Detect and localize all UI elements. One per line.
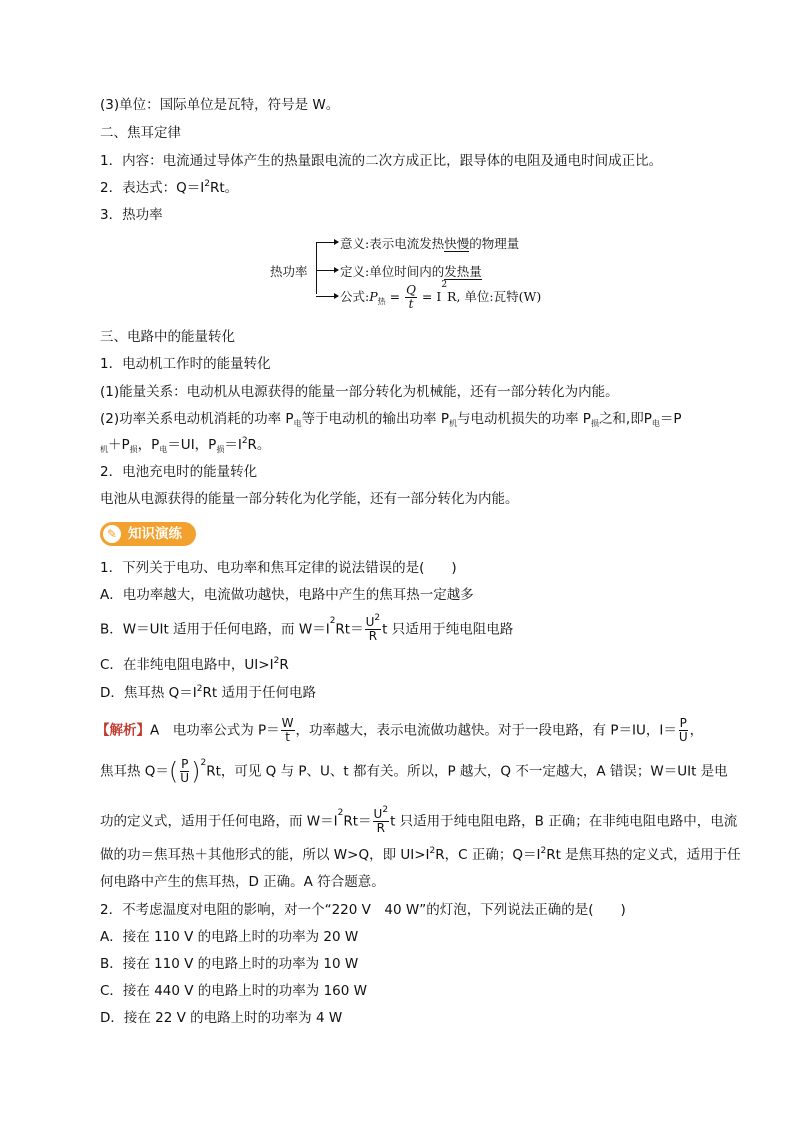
- heat-power-title: 3．热功率: [100, 207, 163, 223]
- diagram-item-definition: 定义:单位时间内的发热量: [340, 264, 482, 279]
- energy-relation: (1)能量关系：电动机从电源获得的能量一部分转化为机械能，还有一部分转化为内能。: [100, 384, 619, 400]
- diagram-item-meaning: 意义:表示电流发热快慢的物理量: [340, 236, 520, 251]
- section-heading-energy: 三、电路中的能量转化: [100, 329, 235, 345]
- solution-line3: 功的定义式，适用于任何电路，而 $W=I^2Rt=$ $\frac{U^2}{R}$ t 只适用于纯电阻电路，B 正确；在非纯电阻电路中，电流: [100, 805, 738, 835]
- q2-option-a: A．接在 110 V 的电路上时的功率为 20 W: [100, 929, 359, 945]
- joule-expression: 2．表达式：$Q=I^2Rt$。: [100, 179, 239, 196]
- joule-content: 1．内容：电流通过导体产生的热量跟电流的二次方成正比，跟导体的电阻及通电时间成正比。: [100, 153, 663, 169]
- diagram-arrow: [316, 270, 338, 271]
- q1-stem: 1．下列关于电功、电功率和焦耳定律的说法错误的是( ): [100, 560, 457, 576]
- q1-option-d: D．焦耳热 $Q=I^2Rt$ 适用于任何电路: [100, 684, 316, 701]
- diagram-root: 热功率: [270, 264, 308, 279]
- practice-badge: [100, 522, 196, 546]
- q2-option-b: B．接在 110 V 的电路上时的功率为 10 W: [100, 956, 359, 972]
- diagram-bracket: [316, 242, 325, 294]
- power-relation-line2: $_机+P_损$，$P_电=UI$，$P_损=I^2R$。: [100, 436, 271, 454]
- solution-line4: 做的功＝焦耳热＋其他形式的能，所以 W>Q，即 $UI>I^2R$，C 正确；$Q=I^2Rt$ 是焦耳热的定义式，适用于任: [100, 846, 741, 863]
- solution-line5: 何电路中产生的焦耳热，D 正确。A 符合题意。: [100, 874, 385, 890]
- q1-option-a: A．电功率越大，电流做功越快，电路中产生的焦耳热一定越多: [100, 587, 474, 603]
- heat-power-diagram: [270, 234, 590, 318]
- section-heading-joule: 二、焦耳定律: [100, 125, 181, 141]
- solution-line2: 焦耳热 Q＝( $\frac{P}{U}$ )$^2$Rt，可见 Q 与 P、U、t 都有关。所以，P 越大，Q 不一定越大，A 错误；W＝UIt 是电: [100, 757, 728, 786]
- diagram-arrow: [316, 242, 338, 243]
- q1-option-c: C．在非纯电阻电路中，$UI>I^2R$: [100, 656, 289, 673]
- q1-option-b: B．W＝UIt 适用于任何电路，而 $W=I^2Rt=$ $\frac{U^2}{R}$ t 只适用于纯电阻电路: [100, 613, 514, 643]
- q2-option-c: C．接在 440 V 的电路上时的功率为 160 W: [100, 983, 368, 999]
- diagram-item-formula: 公式$:P_热$ = $\frac{Q}{t}$ = $I^2R$, 单位:瓦特(W): [340, 280, 542, 311]
- battery-energy-title: 2．电池充电时的能量转化: [100, 464, 258, 480]
- pencil-icon: ✎: [103, 525, 121, 543]
- badge-label: 知识演练: [128, 526, 182, 542]
- power-relation-line1: (2)功率关系电动机消耗的功率 $P_电$等于电动机的输出功率 $P_机$与电动机损失的功率 $P_损$之和,即$P_电=P$: [100, 411, 682, 428]
- q2-stem: 2．不考虑温度对电阻的影响，对一个“220 V 40 W”的灯泡，下列说法正确的是( ): [100, 902, 626, 918]
- solution-line1: 【解析】A 电功率公式为 P＝ $\frac{W}{t}$ ，功率越大，表示电流做功越快。对于一段电路，有 P＝IU，I＝ $\frac{P}{U}$ ，: [96, 716, 704, 744]
- motor-energy-title: 1．电动机工作时的能量转化: [100, 356, 271, 372]
- diagram-arrow: [316, 296, 338, 297]
- battery-energy-text: 电池从电源获得的能量一部分转化为化学能，还有一部分转化为内能。: [100, 491, 519, 507]
- q2-option-d: D．接在 22 V 的电路上时的功率为 4 W: [100, 1010, 343, 1026]
- unit-line: (3)单位：国际单位是瓦特，符号是 W。: [100, 97, 340, 113]
